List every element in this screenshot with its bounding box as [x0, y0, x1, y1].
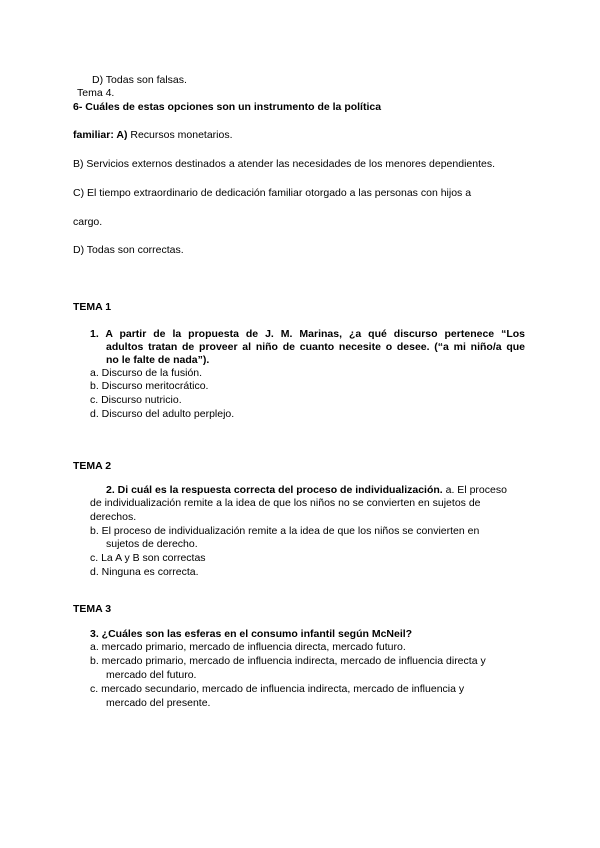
tema1-heading: TEMA 1: [73, 301, 112, 313]
tema2-option-b-line1: b. El proceso de individualización remite a la idea de que los niños se convierten en: [90, 525, 480, 537]
tema3-option-c-line2: mercado del presente.: [106, 697, 211, 709]
tema2-question-line1: [106, 484, 507, 497]
tema1-question-line2: adultos tratan de proveer al niño de cuanto necesite o desee. (“a mi niño/a que: [106, 341, 525, 353]
q6-title-line2: [73, 129, 233, 142]
tema1-option-b: b. Discurso meritocrático.: [90, 380, 209, 392]
tema3-option-b-line1: b. mercado primario, mercado de influencia indirecta, mercado de influencia directa y: [90, 655, 486, 667]
q6-option-c-line2: cargo.: [73, 216, 103, 228]
tema3-option-c-line1: c. mercado secundario, mercado de influencia indirecta, mercado de influencia y: [90, 683, 465, 695]
tema2-option-c: c. La A y B son correctas: [90, 552, 206, 564]
tema1-question-line1: 1. A partir de la propuesta de J. M. Marinas, ¿a qué discurso pertenece “Los: [90, 328, 525, 340]
tema2-option-a-line2: de individualización remite a la idea de que los niños no se convierten en sujetos de: [90, 497, 481, 509]
tema2-option-a-line3: derechos.: [90, 511, 137, 523]
q6-option-c-line1: C) El tiempo extraordinario de dedicación familiar otorgado a las personas con hijos a: [73, 187, 472, 199]
tema2-option-d: d. Ninguna es correcta.: [90, 566, 199, 578]
tema3-option-a: a. mercado primario, mercado de influencia directa, mercado futuro.: [90, 641, 406, 653]
tema2-heading: TEMA 2: [73, 460, 112, 472]
q6-title-bold: familiar: A): [73, 129, 128, 141]
tema1-option-d: d. Discurso del adulto perplejo.: [90, 408, 235, 420]
tema2-option-b-line2: sujetos de derecho.: [106, 538, 198, 550]
q6-option-d: D) Todas son correctas.: [73, 244, 184, 256]
tema3-question: 3. ¿Cuáles son las esferas en el consumo infantil según McNeil?: [90, 628, 413, 640]
tema1-option-c: c. Discurso nutricio.: [90, 394, 182, 406]
tema2-option-a-start: a. El proceso: [442, 484, 507, 496]
q6-title-line1: 6- Cuáles de estas opciones son un instrumento de la política: [73, 101, 382, 113]
tema-4-label: Tema 4.: [77, 87, 115, 99]
q6-option-b: B) Servicios externos destinados a atender las necesidades de los menores dependientes.: [73, 158, 496, 170]
tema1-question-line3: no le falte de nada”).: [106, 354, 210, 366]
prev-option-d: D) Todas son falsas.: [92, 74, 187, 86]
tema2-question-bold: 2. Di cuál es la respuesta correcta del proceso de individualización.: [106, 484, 443, 496]
tema3-heading: TEMA 3: [73, 603, 112, 615]
tema1-option-a: a. Discurso de la fusión.: [90, 367, 203, 379]
tema3-option-b-line2: mercado del futuro.: [106, 669, 197, 681]
q6-option-a: Recursos monetarios.: [127, 129, 233, 141]
